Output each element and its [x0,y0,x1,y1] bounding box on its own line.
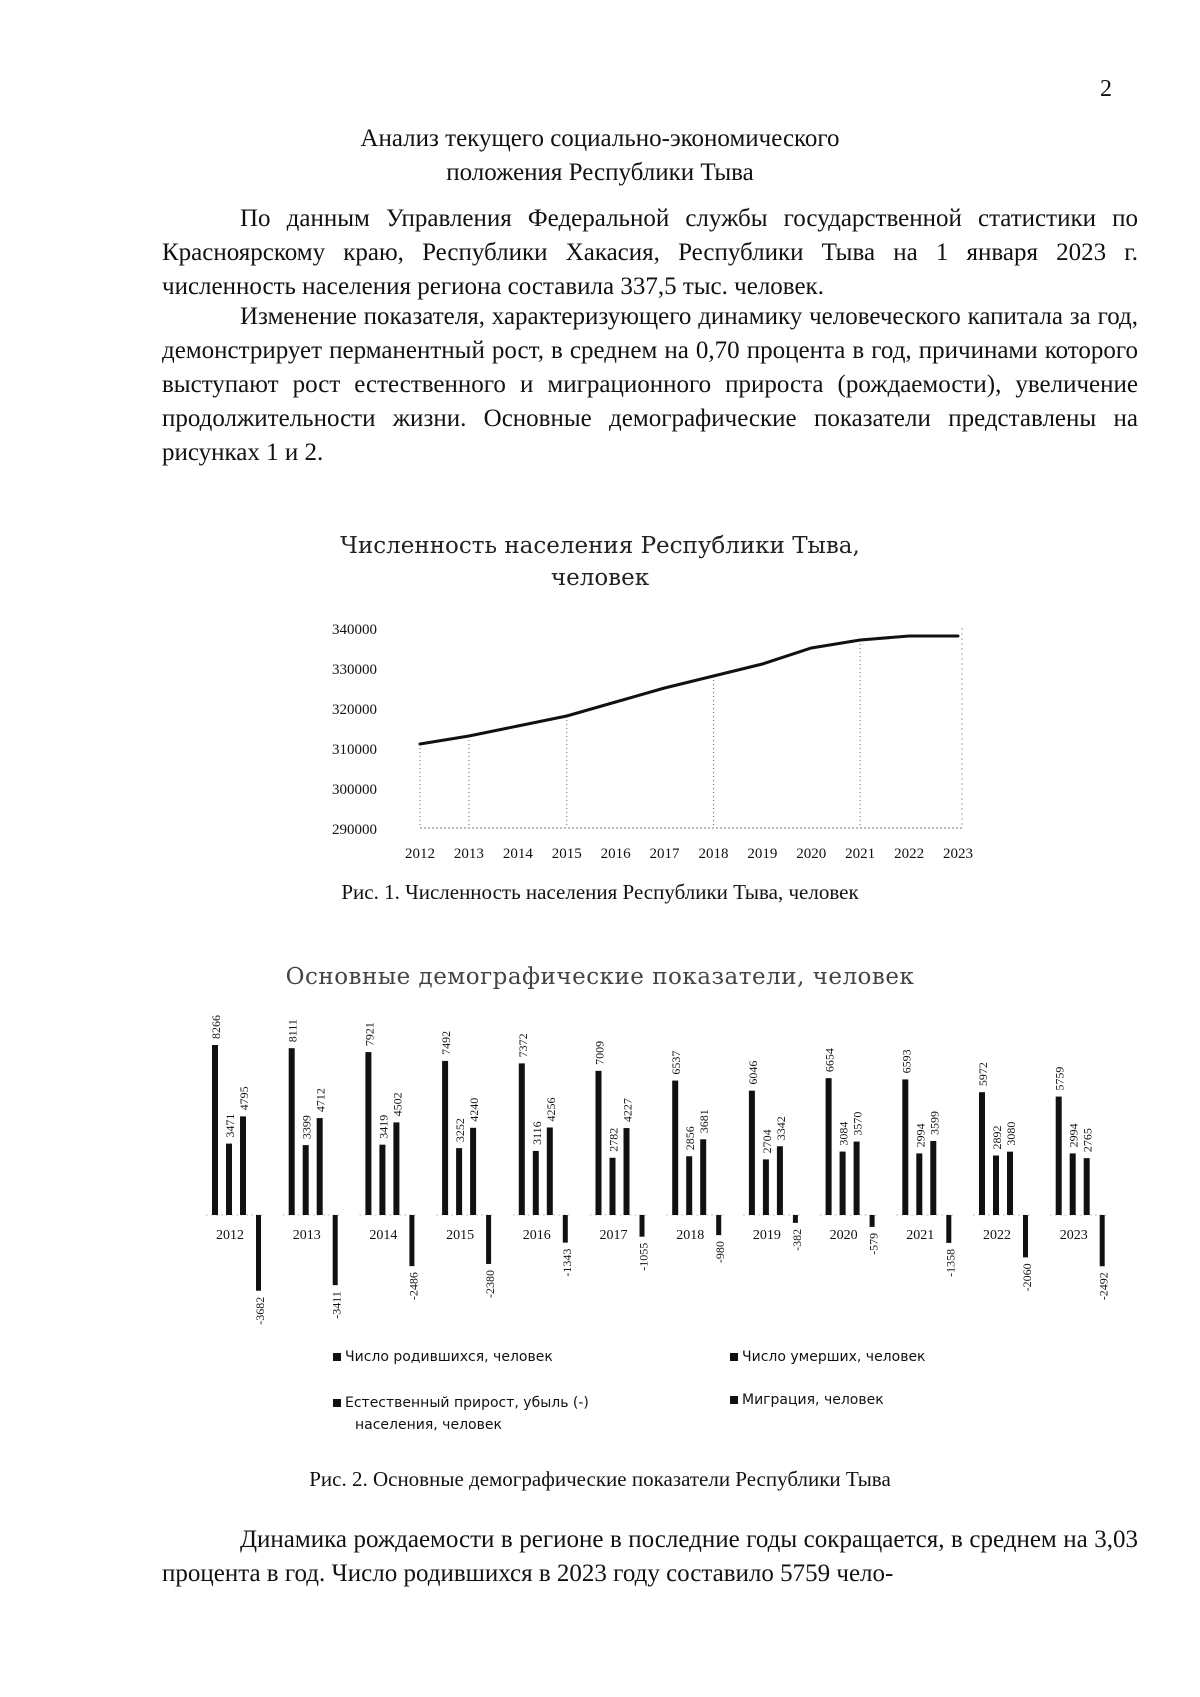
legend-deaths-label: Число умерших, человек [742,1349,926,1365]
data-label: -1343 [559,1248,574,1277]
bar-migration [640,1215,645,1237]
bar-deaths [763,1159,769,1215]
bar-deaths [610,1158,616,1215]
data-label: -1358 [943,1248,958,1277]
data-label: -2492 [1096,1272,1111,1301]
bar-births [365,1052,371,1215]
bar-births [289,1048,295,1215]
bar-births [979,1092,985,1215]
population-point [957,635,960,638]
x-tick-label: 2016 [600,846,631,860]
bar-natural-growth [393,1122,399,1215]
bar-migration [486,1215,491,1264]
bar-natural-growth [317,1118,323,1215]
data-label: 3599 [927,1110,942,1135]
data-label: 3419 [376,1114,391,1139]
category-label: 2012 [216,1228,244,1243]
bar-migration [870,1215,875,1227]
category-label: 2016 [522,1228,551,1243]
bar-births [902,1079,908,1215]
data-label: 2994 [1066,1123,1081,1148]
data-label: 3080 [1004,1121,1018,1146]
data-label: 3342 [773,1116,788,1141]
category-label: 2017 [599,1228,628,1243]
bar-births [826,1078,832,1215]
category-label: 2013 [292,1228,321,1243]
data-label: 3252 [453,1118,468,1143]
category-label: 2015 [446,1228,475,1243]
data-label: -1055 [636,1242,651,1271]
data-label: -980 [713,1241,728,1264]
bar-migration [793,1215,798,1223]
population-point [908,635,911,638]
paragraph-3: Динамика рождаемости в регионе в последние годы сокращается, в среднем на 3,03 процента в год. Число родившихся в 2023 году составило 5759 чело- [162,1526,1138,1587]
bar-natural-growth [1007,1152,1013,1215]
chart2-title: Основные демографические показатели, человек [285,964,915,990]
category-label: 2014 [369,1228,398,1243]
data-label: -579 [866,1232,881,1255]
bar-deaths [226,1144,232,1215]
y-tick-label: 330000 [332,662,377,678]
data-label: 2782 [606,1127,621,1152]
bar-natural-growth [700,1139,706,1215]
bar-natural-growth [547,1127,553,1215]
y-tick-label: 340000 [332,622,377,638]
chart1-title [300,530,900,594]
x-tick-label: 2021 [845,846,876,860]
legend-births [333,1349,553,1365]
bar-births [1056,1097,1062,1215]
data-label: 5759 [1052,1066,1067,1091]
population-point [712,675,715,678]
data-label: 2892 [990,1125,1004,1150]
legend-migration-label: Миграция, человек [742,1392,884,1408]
data-label: 2704 [759,1129,774,1154]
data-label: 7492 [439,1030,454,1055]
data-label: 5972 [976,1062,990,1087]
x-tick-label: 2018 [698,846,729,860]
data-label: -3682 [253,1296,267,1325]
bar-migration [946,1215,951,1243]
population-point [419,743,422,746]
document-title-line2: положения Республики Тыва [446,159,754,186]
legend-natural-growth-swatch [333,1399,341,1407]
paragraph-1: По данным Управления Федеральной службы государственной статистики по Красноярскому краю, Республики Хакасия, Республики Тыва на 1 января 2023 г. численность населения региона составила 337,5 тыс. человек. [162,205,1138,300]
figure1-caption: Рис. 1. Численность населения Республики Тыва, человек [341,880,859,904]
bar-births [519,1063,525,1215]
data-label: 2994 [913,1123,928,1148]
x-tick-label: 2022 [894,846,925,860]
bar-births [596,1071,602,1215]
data-label: -2380 [483,1269,498,1298]
bar-deaths [993,1156,999,1215]
data-label: 7372 [515,1033,530,1058]
data-label: 4240 [467,1097,482,1122]
data-label: 6046 [745,1060,760,1085]
population-point [761,663,764,666]
population-point [663,687,666,690]
bar-natural-growth [470,1128,476,1215]
data-label: 6537 [669,1050,684,1075]
bar-deaths [379,1145,385,1215]
figure2-caption: Рис. 2. Основные демографические показатели Республики Тыва [309,1467,891,1491]
population-line [420,636,958,744]
document-title-line1: Анализ текущего социально-экономического [360,125,840,152]
category-label: 2022 [983,1228,1011,1243]
data-label: 7921 [362,1022,377,1047]
category-label: 2019 [752,1228,781,1243]
data-label: 8111 [285,1019,300,1043]
data-label: -2486 [406,1272,421,1301]
y-tick-label: 320000 [332,702,377,718]
x-tick-label: 2015 [551,846,582,860]
population-point [614,701,617,704]
legend-natural-growth-label: Естественный прирост, убыль (-) [345,1395,589,1411]
population-point [516,725,519,728]
legend-natural-growth-label2: населения, человек [355,1417,502,1433]
x-tick-label: 2014 [502,846,533,860]
y-tick-label: 310000 [332,742,377,758]
bar-natural-growth [854,1142,860,1215]
data-label: 3399 [299,1115,314,1140]
bar-deaths [686,1156,692,1215]
data-label: 4227 [620,1098,635,1123]
bar-natural-growth [777,1146,783,1215]
document-title [0,122,1200,190]
data-label: 8266 [209,1015,223,1039]
data-label: 4502 [390,1092,405,1117]
bar-births [672,1081,678,1215]
bar-deaths [1070,1153,1076,1215]
x-tick-label: 2020 [796,846,827,860]
bar-natural-growth [1084,1158,1090,1215]
x-tick-label: 2019 [747,846,778,860]
data-label: 2765 [1080,1128,1095,1153]
data-label: 3570 [850,1111,865,1136]
data-label: 2856 [683,1126,698,1151]
bar-deaths [840,1152,846,1215]
category-label: 2018 [676,1228,705,1243]
data-label: 4712 [313,1088,328,1113]
legend-natural-growth [333,1392,589,1436]
data-label: 6654 [822,1048,837,1073]
paragraph-2: Изменение показателя, характеризующего динамику человеческого капитала за год, демонстрирует перманентный рост, в среднем на 0,70 процента в год, причинами которого выступают рост естественного и миграционного прироста (рождаемости), увеличение продолжительности жизни. Основные демографические показатели представлены на рисунках 1 и 2. [162,303,1138,466]
bar-migration [1023,1215,1028,1257]
data-label: 4795 [237,1086,251,1111]
population-line-chart [0,600,1200,860]
data-label: 3681 [697,1109,712,1134]
population-point [810,647,813,650]
bar-natural-growth [240,1116,246,1215]
y-tick-label: 290000 [332,822,377,838]
bar-deaths [456,1148,462,1215]
bar-migration [716,1215,721,1235]
data-label: 6593 [899,1049,914,1074]
data-label: 3084 [836,1121,851,1146]
legend-migration-swatch [730,1396,738,1404]
bar-migration [1100,1215,1105,1266]
population-point [565,715,568,718]
y-tick-label: 300000 [332,782,377,798]
bar-migration [333,1215,338,1285]
page-number: 2 [1100,76,1112,102]
legend-births-label: Число родившихся, человек [345,1349,553,1365]
x-tick-label: 2017 [649,846,680,860]
category-label: 2020 [829,1228,858,1243]
data-label: 3471 [223,1113,237,1138]
bar-migration [256,1215,261,1291]
data-label: -2060 [1020,1263,1034,1292]
bar-migration [409,1215,414,1266]
data-label: 7009 [592,1040,607,1065]
x-tick-label: 2023 [943,846,973,860]
bar-deaths [303,1145,309,1215]
data-label: 3116 [529,1121,544,1145]
bar-births [212,1045,218,1215]
data-label: 4256 [543,1097,558,1122]
bar-natural-growth [624,1128,630,1215]
category-label: 2021 [906,1228,935,1243]
data-label: -382 [789,1228,804,1251]
chart1-title-line1: Численность населения Республики Тыва, [340,533,860,559]
data-label: -3411 [329,1291,344,1319]
legend-deaths [730,1349,926,1365]
population-point [859,639,862,642]
x-tick-label: 2012 [405,846,435,860]
bar-births [442,1061,448,1215]
chart1-title-line2: человек [550,565,650,591]
category-label: 2023 [1059,1228,1088,1243]
bar-deaths [533,1151,539,1215]
legend-deaths-swatch [730,1353,738,1361]
demographics-bar-chart [0,1000,1200,1330]
legend-births-swatch [333,1353,341,1361]
bar-deaths [916,1153,922,1215]
bar-migration [563,1215,568,1243]
legend-migration [730,1392,884,1408]
bar-natural-growth [930,1141,936,1215]
bar-births [749,1091,755,1215]
population-point [467,735,470,738]
x-tick-label: 2013 [453,846,484,860]
